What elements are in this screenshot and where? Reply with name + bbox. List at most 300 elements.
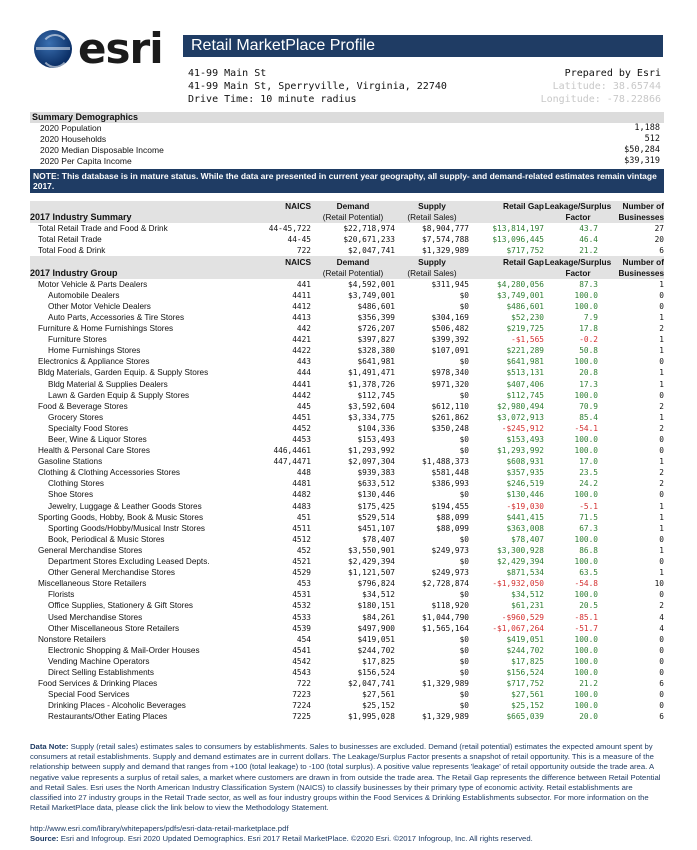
row-demand: $244,702 bbox=[357, 645, 395, 655]
row-demand: $130,446 bbox=[357, 490, 395, 500]
row-supply: $249,973 bbox=[431, 568, 469, 578]
row-supply: $118,920 bbox=[431, 601, 469, 611]
row-name: Direct Selling Establishments bbox=[48, 667, 155, 677]
row-naics: 454 bbox=[296, 634, 311, 644]
table-row bbox=[30, 379, 664, 390]
row-businesses: 0 bbox=[659, 690, 664, 700]
row-factor: 100.0 bbox=[574, 301, 598, 311]
row-factor: 23.5 bbox=[579, 468, 598, 478]
row-businesses: 0 bbox=[659, 534, 664, 544]
row-supply: $1,488,373 bbox=[422, 457, 469, 467]
row-gap: $17,825 bbox=[511, 656, 544, 666]
row-factor: 100.0 bbox=[574, 590, 598, 600]
row-naics: 4483 bbox=[292, 501, 311, 511]
row-name: Clothing & Clothing Accessories Stores bbox=[38, 468, 180, 478]
row-businesses: 0 bbox=[659, 634, 664, 644]
row-demand: $3,550,901 bbox=[348, 545, 395, 555]
row-name: Electronics & Appliance Stores bbox=[38, 357, 150, 367]
summary-label: 2020 Per Capita Income bbox=[40, 156, 132, 166]
row-naics: 4452 bbox=[292, 423, 311, 433]
summary-value: $50,284 bbox=[624, 145, 660, 155]
row-gap: $78,407 bbox=[511, 534, 544, 544]
row-businesses: 1 bbox=[659, 335, 664, 345]
row-demand: $1,293,992 bbox=[348, 446, 395, 456]
row-supply: $1,044,790 bbox=[422, 612, 469, 622]
table-row bbox=[30, 334, 664, 345]
table-row bbox=[30, 356, 664, 367]
row-naics: 4453 bbox=[292, 435, 311, 445]
row-factor: 63.5 bbox=[579, 568, 598, 578]
row-naics: 722 bbox=[296, 679, 311, 689]
row-gap: $717,752 bbox=[506, 679, 544, 689]
col-businesses: Number of bbox=[622, 256, 664, 267]
row-businesses: 1 bbox=[659, 368, 664, 378]
row-supply: $1,329,989 bbox=[422, 246, 469, 256]
row-supply: $0 bbox=[459, 656, 469, 666]
row-businesses: 2 bbox=[659, 423, 664, 433]
row-supply: $1,329,989 bbox=[422, 679, 469, 689]
row-supply: $386,993 bbox=[431, 479, 469, 489]
row-gap: $419,051 bbox=[506, 634, 544, 644]
col-demand-sub: (Retail Potential) bbox=[322, 268, 384, 278]
table-row bbox=[30, 390, 664, 401]
group-title: 2017 Industry Group bbox=[30, 267, 118, 278]
summary-header-row bbox=[30, 201, 664, 212]
summary-row bbox=[30, 134, 664, 145]
row-gap: $27,561 bbox=[511, 690, 544, 700]
row-factor: 70.9 bbox=[579, 401, 598, 411]
row-demand: $112,745 bbox=[357, 390, 395, 400]
row-naics: 4532 bbox=[292, 601, 311, 611]
row-name: Used Merchandise Stores bbox=[48, 612, 143, 622]
table-row bbox=[30, 667, 664, 678]
table-row bbox=[30, 478, 664, 489]
row-demand: $25,152 bbox=[362, 701, 395, 711]
row-name: Clothing Stores bbox=[48, 479, 104, 489]
row-businesses: 2 bbox=[659, 479, 664, 489]
row-name: Food & Beverage Stores bbox=[38, 401, 128, 411]
row-supply: $249,973 bbox=[431, 545, 469, 555]
row-demand: $22,718,974 bbox=[343, 224, 395, 234]
row-naics: 453 bbox=[296, 579, 311, 589]
row-supply: $0 bbox=[459, 690, 469, 700]
row-gap: $246,519 bbox=[506, 479, 544, 489]
row-name: General Merchandise Stores bbox=[38, 545, 143, 555]
summary-heading: Summary Demographics bbox=[30, 112, 664, 123]
row-gap: $357,935 bbox=[506, 468, 544, 478]
col-gap: Retail Gap bbox=[502, 201, 544, 212]
row-name: Electronic Shopping & Mail-Order Houses bbox=[48, 645, 200, 655]
row-supply: $0 bbox=[459, 701, 469, 711]
row-businesses: 2 bbox=[659, 401, 664, 411]
row-gap: $3,300,928 bbox=[497, 545, 544, 555]
row-naics: 4541 bbox=[292, 645, 311, 655]
row-businesses: 0 bbox=[659, 390, 664, 400]
table-row bbox=[30, 689, 664, 700]
row-factor: 100.0 bbox=[574, 357, 598, 367]
row-demand: $1,995,028 bbox=[348, 712, 395, 722]
col-factor: Leakage/Surplus bbox=[544, 201, 612, 212]
summary-value: $39,319 bbox=[624, 156, 660, 166]
row-naics: 4413 bbox=[292, 312, 311, 322]
row-naics: 4543 bbox=[292, 667, 311, 677]
row-naics: 4422 bbox=[292, 346, 311, 356]
row-factor: 20.0 bbox=[579, 712, 598, 722]
row-name: Total Retail Trade bbox=[38, 235, 102, 245]
row-factor: 46.4 bbox=[579, 235, 598, 245]
row-supply: $1,329,989 bbox=[422, 712, 469, 722]
row-factor: 100.0 bbox=[574, 690, 598, 700]
row-demand: $1,121,507 bbox=[348, 568, 395, 578]
row-businesses: 2 bbox=[659, 468, 664, 478]
row-businesses: 1 bbox=[659, 312, 664, 322]
row-supply: $8,904,777 bbox=[422, 224, 469, 234]
row-supply: $612,110 bbox=[431, 401, 469, 411]
table-row bbox=[30, 556, 664, 567]
row-supply: $0 bbox=[459, 390, 469, 400]
row-naics: 7225 bbox=[292, 712, 311, 722]
row-demand: $419,051 bbox=[357, 634, 395, 644]
group-subheader-row bbox=[30, 268, 664, 279]
row-demand: $796,824 bbox=[357, 579, 395, 589]
row-gap: $641,981 bbox=[506, 357, 544, 367]
row-demand: $641,981 bbox=[357, 357, 395, 367]
table-row bbox=[30, 301, 664, 312]
row-naics: 451 bbox=[296, 512, 311, 522]
row-name: Home Furnishings Stores bbox=[48, 346, 141, 356]
row-businesses: 2 bbox=[659, 601, 664, 611]
row-name: Health & Personal Care Stores bbox=[38, 446, 150, 456]
row-factor: 20.8 bbox=[579, 368, 598, 378]
row-factor: -51.7 bbox=[574, 623, 598, 633]
row-supply: $107,091 bbox=[431, 346, 469, 356]
row-demand: $1,491,471 bbox=[348, 368, 395, 378]
row-name: Specialty Food Stores bbox=[48, 423, 129, 433]
row-businesses: 1 bbox=[659, 379, 664, 389]
row-demand: $497,900 bbox=[357, 623, 395, 633]
row-name: Motor Vehicle & Parts Dealers bbox=[38, 279, 148, 289]
row-gap: $130,446 bbox=[506, 490, 544, 500]
row-supply: $7,574,788 bbox=[422, 235, 469, 245]
row-demand: $1,378,726 bbox=[348, 379, 395, 389]
table-row bbox=[30, 600, 664, 611]
row-demand: $84,261 bbox=[362, 612, 395, 622]
row-demand: $451,107 bbox=[357, 523, 395, 533]
row-demand: $153,493 bbox=[357, 435, 395, 445]
table-row bbox=[30, 611, 664, 622]
row-name: Drinking Places - Alcoholic Beverages bbox=[48, 701, 186, 711]
row-factor: 71.5 bbox=[579, 512, 598, 522]
row-factor: 20.5 bbox=[579, 601, 598, 611]
row-factor: -5.1 bbox=[579, 501, 598, 511]
row-naics: 441 bbox=[296, 279, 311, 289]
row-demand: $2,047,741 bbox=[348, 679, 395, 689]
row-businesses: 1 bbox=[659, 279, 664, 289]
table-row bbox=[30, 345, 664, 356]
row-name: Lawn & Garden Equip & Supply Stores bbox=[48, 390, 190, 400]
row-businesses: 1 bbox=[659, 412, 664, 422]
col-businesses-sub: Businesses bbox=[618, 268, 664, 278]
row-factor: 17.3 bbox=[579, 379, 598, 389]
row-supply: $978,340 bbox=[431, 368, 469, 378]
row-naics: 4531 bbox=[292, 590, 311, 600]
summary-label: 2020 Median Disposable Income bbox=[40, 145, 164, 155]
row-gap: $221,289 bbox=[506, 346, 544, 356]
row-gap: $112,745 bbox=[506, 390, 544, 400]
row-name: Beer, Wine & Liquor Stores bbox=[48, 435, 147, 445]
row-businesses: 0 bbox=[659, 446, 664, 456]
row-demand: $939,383 bbox=[357, 468, 395, 478]
row-name: Bldg Material & Supplies Dealers bbox=[48, 379, 168, 389]
row-factor: 87.3 bbox=[579, 279, 598, 289]
row-supply: $0 bbox=[459, 301, 469, 311]
row-factor: 7.9 bbox=[583, 312, 598, 322]
row-name: Sporting Goods, Hobby, Book & Music Stores bbox=[38, 512, 204, 522]
row-factor: 86.8 bbox=[579, 545, 598, 555]
row-gap: -$1,067,264 bbox=[492, 623, 544, 633]
row-businesses: 1 bbox=[659, 568, 664, 578]
row-factor: 100.0 bbox=[574, 557, 598, 567]
row-naics: 4481 bbox=[292, 479, 311, 489]
row-businesses: 0 bbox=[659, 490, 664, 500]
table-row bbox=[30, 623, 664, 634]
row-name: Total Retail Trade and Food & Drink bbox=[38, 224, 168, 234]
row-demand: $104,336 bbox=[357, 423, 395, 433]
row-demand: $328,380 bbox=[357, 346, 395, 356]
row-supply: $88,099 bbox=[436, 523, 469, 533]
row-businesses: 20 bbox=[654, 235, 664, 245]
row-naics: 446,4461 bbox=[273, 446, 311, 456]
row-businesses: 0 bbox=[659, 357, 664, 367]
row-gap: $153,493 bbox=[506, 435, 544, 445]
table-row bbox=[30, 578, 664, 589]
col-factor-sub: Factor bbox=[565, 268, 591, 278]
methodology-link[interactable]: http://www.esri.com/library/whitepapers/pdfs/esri-data-retail-marketplace.pdf bbox=[30, 824, 289, 833]
row-factor: 100.0 bbox=[574, 656, 598, 666]
table-row bbox=[30, 534, 664, 545]
col-supply: Supply bbox=[418, 256, 446, 267]
summary-value: 512 bbox=[644, 134, 660, 144]
row-gap: $1,293,992 bbox=[497, 446, 544, 456]
row-naics: 4542 bbox=[292, 656, 311, 666]
row-name: Book, Periodical & Music Stores bbox=[48, 534, 165, 544]
row-businesses: 1 bbox=[659, 512, 664, 522]
row-name: Department Stores Excluding Leased Depts. bbox=[48, 557, 210, 567]
summary-row bbox=[30, 145, 664, 156]
row-demand: $4,592,001 bbox=[348, 279, 395, 289]
row-gap: $513,131 bbox=[506, 368, 544, 378]
row-supply: $311,945 bbox=[431, 279, 469, 289]
col-demand: Demand bbox=[336, 201, 370, 212]
row-demand: $633,512 bbox=[357, 479, 395, 489]
table-row bbox=[30, 545, 664, 556]
row-naics: 7224 bbox=[292, 701, 311, 711]
row-businesses: 1 bbox=[659, 501, 664, 511]
row-gap: $4,280,056 bbox=[497, 279, 544, 289]
row-demand: $175,425 bbox=[357, 501, 395, 511]
col-naics: NAICS bbox=[285, 201, 311, 212]
row-factor: -85.1 bbox=[574, 612, 598, 622]
row-factor: 100.0 bbox=[574, 435, 598, 445]
source-text: Esri and Infogroup. Esri 2020 Updated Demographics. Esri 2017 Retail MarketPlace. ©2020 Esri. ©2017 Infogroup, Inc. All rights reserved. bbox=[60, 834, 533, 843]
row-factor: 100.0 bbox=[574, 645, 598, 655]
row-supply: $0 bbox=[459, 590, 469, 600]
table-row bbox=[30, 323, 664, 334]
summary-table-row bbox=[30, 234, 664, 245]
row-factor: -54.8 bbox=[574, 579, 598, 589]
row-name: Jewelry, Luggage & Leather Goods Stores bbox=[48, 501, 202, 511]
summary-label: 2020 Population bbox=[40, 123, 102, 133]
row-factor: 50.8 bbox=[579, 346, 598, 356]
row-naics: 722 bbox=[296, 246, 311, 256]
row-gap: $441,415 bbox=[506, 512, 544, 522]
row-factor: 100.0 bbox=[574, 446, 598, 456]
summary-table-row bbox=[30, 245, 664, 256]
row-gap: $3,072,913 bbox=[497, 412, 544, 422]
row-gap: $25,152 bbox=[511, 701, 544, 711]
table-row bbox=[30, 467, 664, 478]
row-demand: $3,334,775 bbox=[348, 412, 395, 422]
row-factor: 100.0 bbox=[574, 534, 598, 544]
row-naics: 44-45 bbox=[287, 235, 311, 245]
row-factor: -0.2 bbox=[579, 335, 598, 345]
row-supply: $0 bbox=[459, 645, 469, 655]
row-businesses: 0 bbox=[659, 557, 664, 567]
table-row bbox=[30, 523, 664, 534]
row-name: Special Food Services bbox=[48, 690, 130, 700]
row-name: Miscellaneous Store Retailers bbox=[38, 579, 147, 589]
row-businesses: 0 bbox=[659, 645, 664, 655]
row-businesses: 0 bbox=[659, 301, 664, 311]
row-naics: 4529 bbox=[292, 568, 311, 578]
row-supply: $0 bbox=[459, 290, 469, 300]
summary-demographics bbox=[30, 112, 664, 193]
table-row bbox=[30, 656, 664, 667]
row-name: Other Motor Vehicle Dealers bbox=[48, 301, 151, 311]
row-gap: $52,230 bbox=[511, 312, 544, 322]
row-businesses: 27 bbox=[654, 224, 664, 234]
col-supply-sub: (Retail Sales) bbox=[407, 268, 457, 278]
logo-wordmark: esri bbox=[78, 24, 163, 73]
row-naics: 4411 bbox=[292, 290, 311, 300]
row-naics: 4441 bbox=[292, 379, 311, 389]
col-businesses-sub: Businesses bbox=[618, 213, 664, 223]
row-name: Nonstore Retailers bbox=[38, 634, 106, 644]
row-businesses: 0 bbox=[659, 290, 664, 300]
row-supply: $0 bbox=[459, 357, 469, 367]
table-row bbox=[30, 445, 664, 456]
row-gap: -$1,932,050 bbox=[492, 579, 544, 589]
summary-value: 1,188 bbox=[634, 123, 660, 133]
data-note-text: Supply (retail sales) estimates sales to consumers by establishments. Sales to businesses are excluded. Demand (retail potential) estimates the expected amount spent by consumers at retail establishments. Supply and demand estimates are in current dollars. The Leakage/Surplus Factor presents a snapshot of retail opportunity. This is a measure of the relationship between supply and demand that ranges from +100 (total leakage) to -100 (total surplus). A positive value represents 'leakage' of retail opportunity outside the trade area. A negative value represents a surplus of retail sales, a market where customers are drawn in from outside the trade area. The Retail Gap represents the difference between Retail Potential and Retail Sales. Esri uses the North American Industry Classification System (NAICS) to classify businesses by their primary type of economic activity. Retail establishments are classified into 27 industry groups in the Retail Trade sector, as well as four industry groups within the Food Services & Drinking Establishments subsector. For more information on the Retail MarketPlace data, please click the link below to view the Methodology Statement. bbox=[30, 742, 661, 813]
row-name: Gasoline Stations bbox=[38, 457, 103, 467]
row-demand: $2,097,304 bbox=[348, 457, 395, 467]
row-naics: 4533 bbox=[292, 612, 311, 622]
col-demand-sub: (Retail Potential) bbox=[322, 213, 384, 223]
row-gap: $2,429,394 bbox=[497, 557, 544, 567]
row-supply: $0 bbox=[459, 557, 469, 567]
row-name: Other Miscellaneous Store Retailers bbox=[48, 623, 180, 633]
row-name: Shoe Stores bbox=[48, 490, 94, 500]
address-line-2: 41-99 Main St, Sperryville, Virginia, 22740 bbox=[188, 81, 447, 92]
row-name: Vending Machine Operators bbox=[48, 656, 150, 666]
row-name: Total Food & Drink bbox=[38, 246, 106, 256]
row-factor: 67.3 bbox=[579, 523, 598, 533]
row-supply: $971,320 bbox=[431, 379, 469, 389]
row-supply: $88,099 bbox=[436, 512, 469, 522]
col-factor: Leakage/Surplus bbox=[544, 256, 612, 267]
prepared-by: Prepared by Esri bbox=[564, 68, 661, 79]
row-name: Furniture Stores bbox=[48, 335, 107, 345]
row-businesses: 0 bbox=[659, 701, 664, 711]
row-demand: $34,512 bbox=[362, 590, 395, 600]
row-name: Sporting Goods/Hobby/Musical Instr Stores bbox=[48, 523, 205, 533]
row-demand: $3,592,604 bbox=[348, 401, 395, 411]
row-factor: 17.8 bbox=[579, 324, 598, 334]
row-name: Furniture & Home Furnishings Stores bbox=[38, 324, 174, 334]
row-factor: 100.0 bbox=[574, 290, 598, 300]
row-naics: 4412 bbox=[292, 301, 311, 311]
table-row bbox=[30, 279, 664, 290]
row-name: Bldg Materials, Garden Equip. & Supply Stores bbox=[38, 368, 209, 378]
row-businesses: 0 bbox=[659, 435, 664, 445]
summary-subheader-row bbox=[30, 212, 664, 223]
industry-table-section bbox=[30, 201, 664, 722]
mature-status-note: NOTE: This database is in mature status. While the data are presented in current year geography, all supply- and demand-related estimates remain vintage 2017. bbox=[30, 169, 664, 193]
table-row bbox=[30, 645, 664, 656]
row-gap: $34,512 bbox=[511, 590, 544, 600]
row-factor: 17.0 bbox=[579, 457, 598, 467]
col-supply-sub: (Retail Sales) bbox=[407, 213, 457, 223]
row-naics: 442 bbox=[296, 324, 311, 334]
table-row bbox=[30, 512, 664, 523]
summary-row bbox=[30, 156, 664, 167]
row-demand: $2,047,741 bbox=[348, 246, 395, 256]
row-factor: 100.0 bbox=[574, 490, 598, 500]
row-gap: -$1,565 bbox=[511, 335, 544, 345]
globe-icon bbox=[34, 30, 72, 68]
row-naics: 4512 bbox=[292, 534, 311, 544]
row-businesses: 1 bbox=[659, 545, 664, 555]
row-supply: $261,862 bbox=[431, 412, 469, 422]
row-businesses: 1 bbox=[659, 346, 664, 356]
row-name: Restaurants/Other Eating Places bbox=[48, 712, 168, 722]
row-naics: 447,4471 bbox=[273, 457, 311, 467]
col-gap: Retail Gap bbox=[502, 256, 544, 267]
row-gap: $219,725 bbox=[506, 324, 544, 334]
row-demand: $486,601 bbox=[357, 301, 395, 311]
col-factor-sub: Factor bbox=[565, 213, 591, 223]
source-line bbox=[30, 834, 666, 844]
row-factor: 100.0 bbox=[574, 390, 598, 400]
row-supply: $399,392 bbox=[431, 335, 469, 345]
row-demand: $397,827 bbox=[357, 335, 395, 345]
row-factor: 100.0 bbox=[574, 701, 598, 711]
row-naics: 4482 bbox=[292, 490, 311, 500]
row-factor: -54.1 bbox=[574, 423, 598, 433]
row-factor: 24.2 bbox=[579, 479, 598, 489]
row-supply: $581,448 bbox=[431, 468, 469, 478]
row-gap: $156,524 bbox=[506, 667, 544, 677]
summary-title: 2017 Industry Summary bbox=[30, 212, 132, 223]
row-gap: $363,008 bbox=[506, 523, 544, 533]
col-demand: Demand bbox=[336, 256, 370, 267]
row-demand: $356,399 bbox=[357, 312, 395, 322]
row-businesses: 1 bbox=[659, 523, 664, 533]
drive-time: Drive Time: 10 minute radius bbox=[188, 94, 357, 105]
row-gap: -$19,030 bbox=[506, 501, 544, 511]
row-factor: 21.2 bbox=[579, 246, 598, 256]
